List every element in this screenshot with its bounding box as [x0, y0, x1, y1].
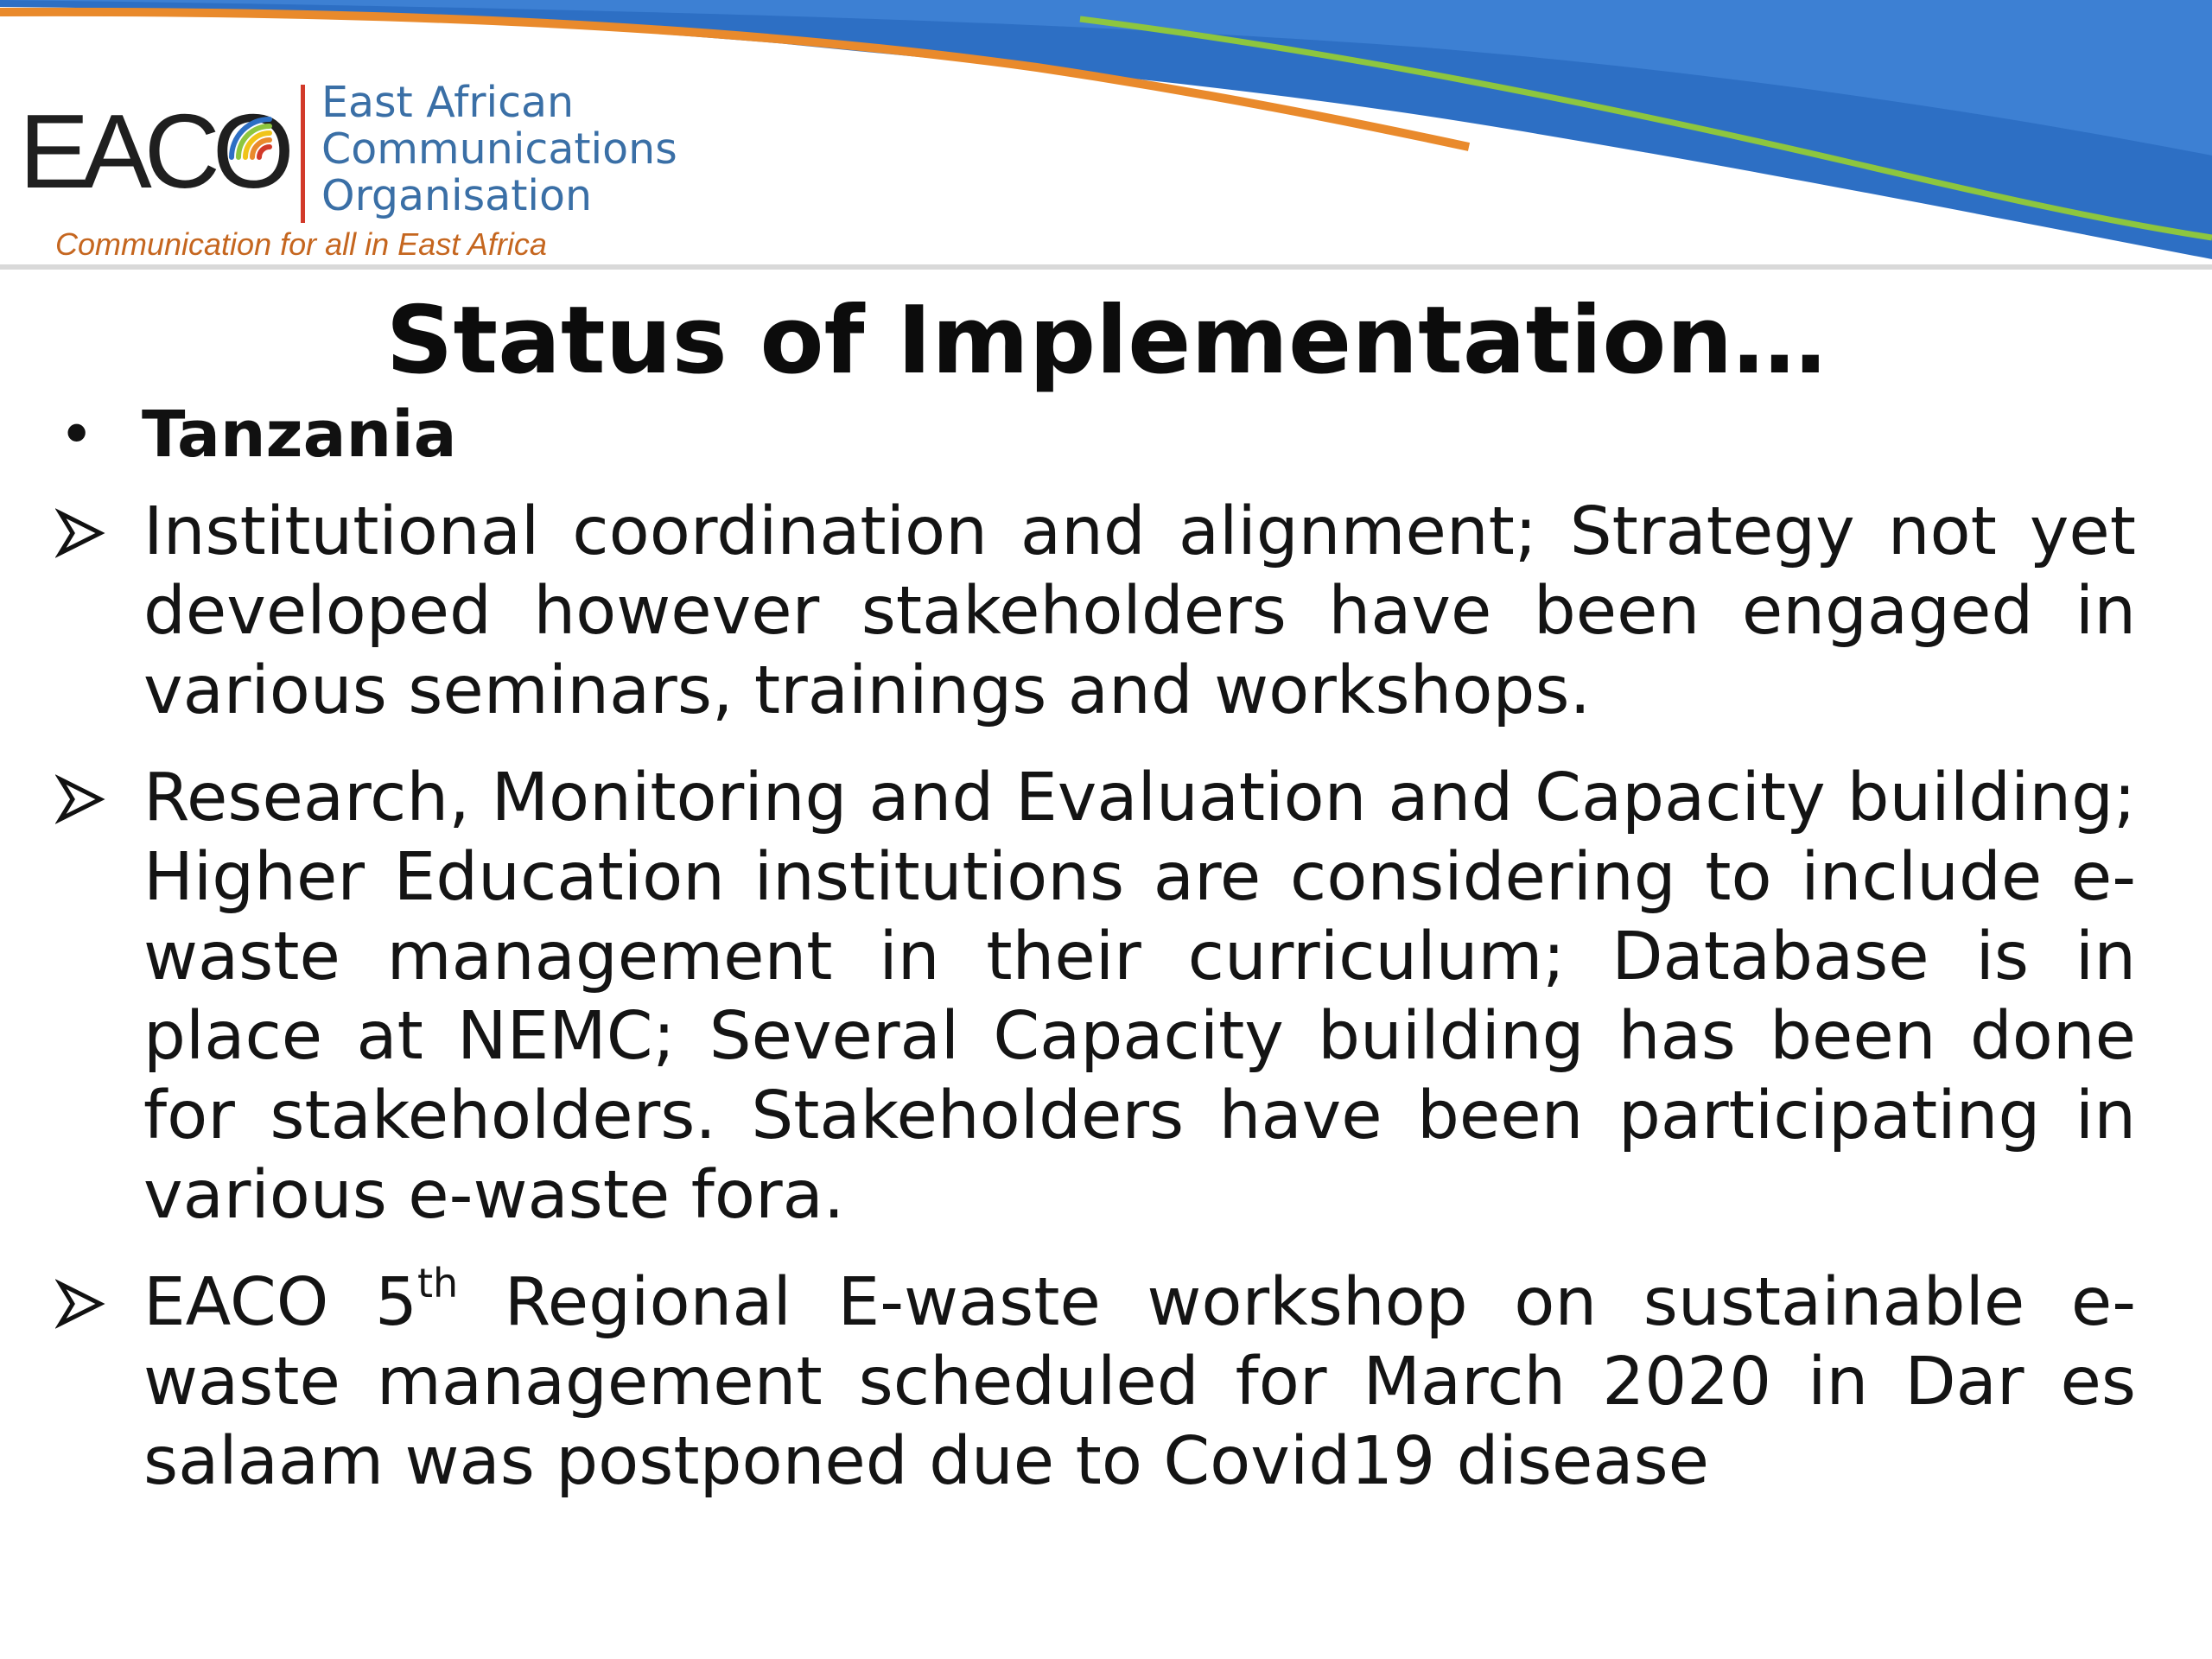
- org-name-line: Organisation: [321, 171, 593, 220]
- list-item: [55, 759, 2138, 1236]
- header-banner: [0, 0, 2212, 270]
- point-text: Institutional coordination and alignment; Strategy not yet developed however stakeholders have been engaged in various seminars, trainings and workshops.: [143, 493, 2136, 729]
- logo-divider: [301, 85, 305, 223]
- status-points-list: [55, 493, 2138, 1529]
- list-item: [55, 1260, 2138, 1502]
- slide-title: Status of Implementation…: [385, 287, 1827, 395]
- logo-tagline: Communication for all in East Africa: [55, 226, 547, 262]
- eaco-logo: [19, 79, 710, 270]
- logo-wordmark: EACO: [19, 92, 287, 210]
- arrow-bullet-icon: [55, 508, 105, 558]
- org-name-line: East African: [321, 78, 575, 127]
- point-text: [143, 1260, 2136, 1502]
- point-text-part: EACO 5: [143, 1264, 417, 1341]
- arrow-bullet-icon: [55, 774, 105, 824]
- organisation-name: [321, 79, 719, 219]
- signal-waves-icon: [226, 105, 304, 183]
- list-item: [55, 493, 2138, 731]
- round-bullet-icon: •: [59, 399, 95, 470]
- point-text-part: Regional E-waste workshop on sustainable e-waste management scheduled for March 2020 in Dar es salaam was postponed due to Covid19 disease: [143, 1264, 2136, 1500]
- arrow-bullet-icon: [55, 1279, 105, 1329]
- org-name-line: Communications: [321, 124, 677, 174]
- ordinal-superscript: th: [416, 1260, 459, 1306]
- point-text: Research, Monitoring and Evaluation and Capacity building; Higher Education institutions are considering to include e-waste management in their curriculum; Database is in place at NEMC; Several Capacity building has been done for stakeholders. Stakeholders have been participating in various e-waste fora.: [143, 760, 2136, 1234]
- country-name: Tanzania: [142, 397, 457, 472]
